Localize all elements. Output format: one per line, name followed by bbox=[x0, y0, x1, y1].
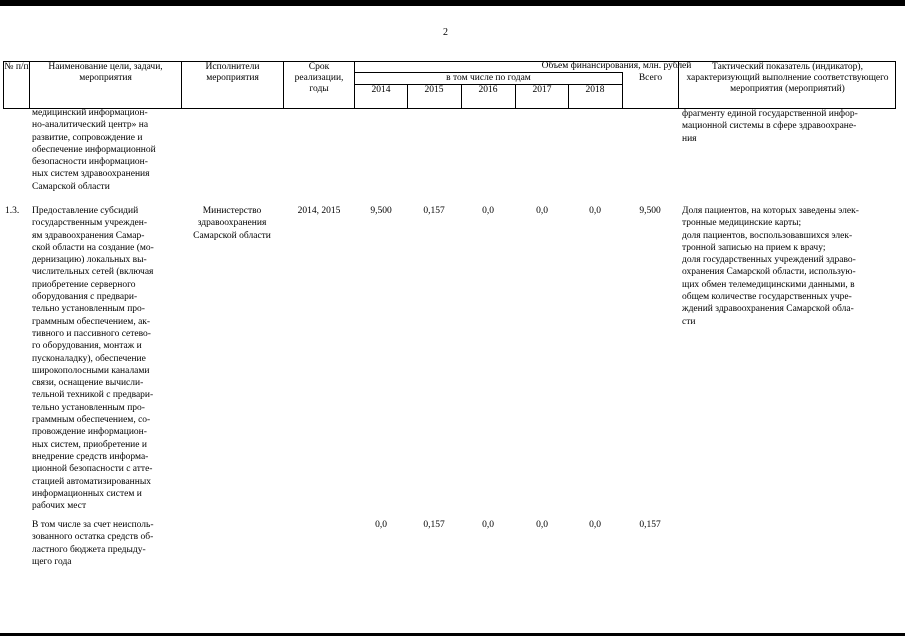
bottom-border bbox=[0, 633, 905, 636]
subrow-value-2015: 0,157 bbox=[423, 520, 445, 530]
row-value-2015: 0,157 bbox=[423, 206, 445, 216]
subrow-total: 0,157 bbox=[639, 520, 661, 530]
subrow-name: В том числе за счет неисполь- зованного остатка средств об- ластного бюджета предыду- щего года bbox=[32, 520, 154, 567]
row-value-2018: 0,0 bbox=[589, 206, 601, 216]
subrow-value-2016: 0,0 bbox=[482, 520, 494, 530]
continuation-name: медицинский информацион- но-аналитический центр» на развитие, сопровождение и обеспечение информационной безопасности информацион- ных систем здравоохранения Самарской области bbox=[32, 108, 156, 192]
top-border bbox=[0, 0, 905, 6]
header-no: № п/п bbox=[4, 62, 29, 72]
row-indicator: Доля пациентов, на которых заведены элек- тронные медицинские карты; доля пациентов, воспользовавшихся элек- тронной записью на прием к врачу; доля государственных учреждений здраво- охранения Самарской области, использую- щих обмен телемедицинскими данными, в общем количестве государственных учре- ждений здравоохранения Самарской обла- сти bbox=[682, 206, 859, 327]
header-year-2018: 2018 bbox=[585, 85, 605, 95]
subrow-value-2018: 0,0 bbox=[589, 520, 601, 530]
header-term: Срок реализации, годы bbox=[294, 62, 344, 94]
header-year-2014: 2014 bbox=[371, 85, 391, 95]
header-financing: Объем финансирования, млн. рублей bbox=[541, 61, 692, 71]
header-year-2015: 2015 bbox=[424, 85, 444, 95]
continuation-indicator: фрагменту единой государственной инфор- мационной системы в сфере здравоохране- ния bbox=[682, 109, 858, 144]
header-total: Всего bbox=[638, 73, 663, 83]
row-number: 1.3. bbox=[5, 206, 20, 216]
header-executors: Исполнители мероприятия bbox=[205, 62, 260, 83]
row-total: 9,500 bbox=[639, 206, 661, 216]
row-term: 2014, 2015 bbox=[297, 206, 341, 216]
col-border-right bbox=[895, 61, 896, 109]
subrow-value-2017: 0,0 bbox=[536, 520, 548, 530]
row-executor: Министерство здравоохранения Самарской области bbox=[193, 206, 271, 241]
row-value-2014: 9,500 bbox=[370, 206, 392, 216]
header-year-2017: 2017 bbox=[532, 85, 552, 95]
header-indicator: Тактический показатель (индикатор), характеризующий выполнение соответствующего мероприятия (мероприятий) bbox=[686, 62, 889, 94]
row-value-2017: 0,0 bbox=[536, 206, 548, 216]
page-number: 2 bbox=[443, 27, 448, 38]
header-by-years: в том числе по годам bbox=[446, 73, 531, 83]
header-name: Наименование цели, задачи, мероприятия bbox=[48, 62, 163, 83]
subrow-value-2014: 0,0 bbox=[375, 520, 387, 530]
header-year-2016: 2016 bbox=[478, 85, 498, 95]
row-name: Предоставление субсидий государственным учрежден- ям здравоохранения Самар- ской области на создание (мо- дернизацию) локальных вы- числительных сетей (включая приобретение серверного оборудования с предвари- тельно установленным про- граммным обеспечением, ак- тивного и пассивного сетево- го оборудования, монтаж и пусконаладку), обеспечение широкополосными каналами связи, оснащение вычисли- тельной техникой с предвари- тельно установленным про- граммным обеспечением, со- провождение информацион- ных систем, приобретение и внедрение средств информа- ционной безопасности с атте- стацией автоматизированных информационных систем и рабочих мест bbox=[32, 206, 154, 512]
row-value-2016: 0,0 bbox=[482, 206, 494, 216]
